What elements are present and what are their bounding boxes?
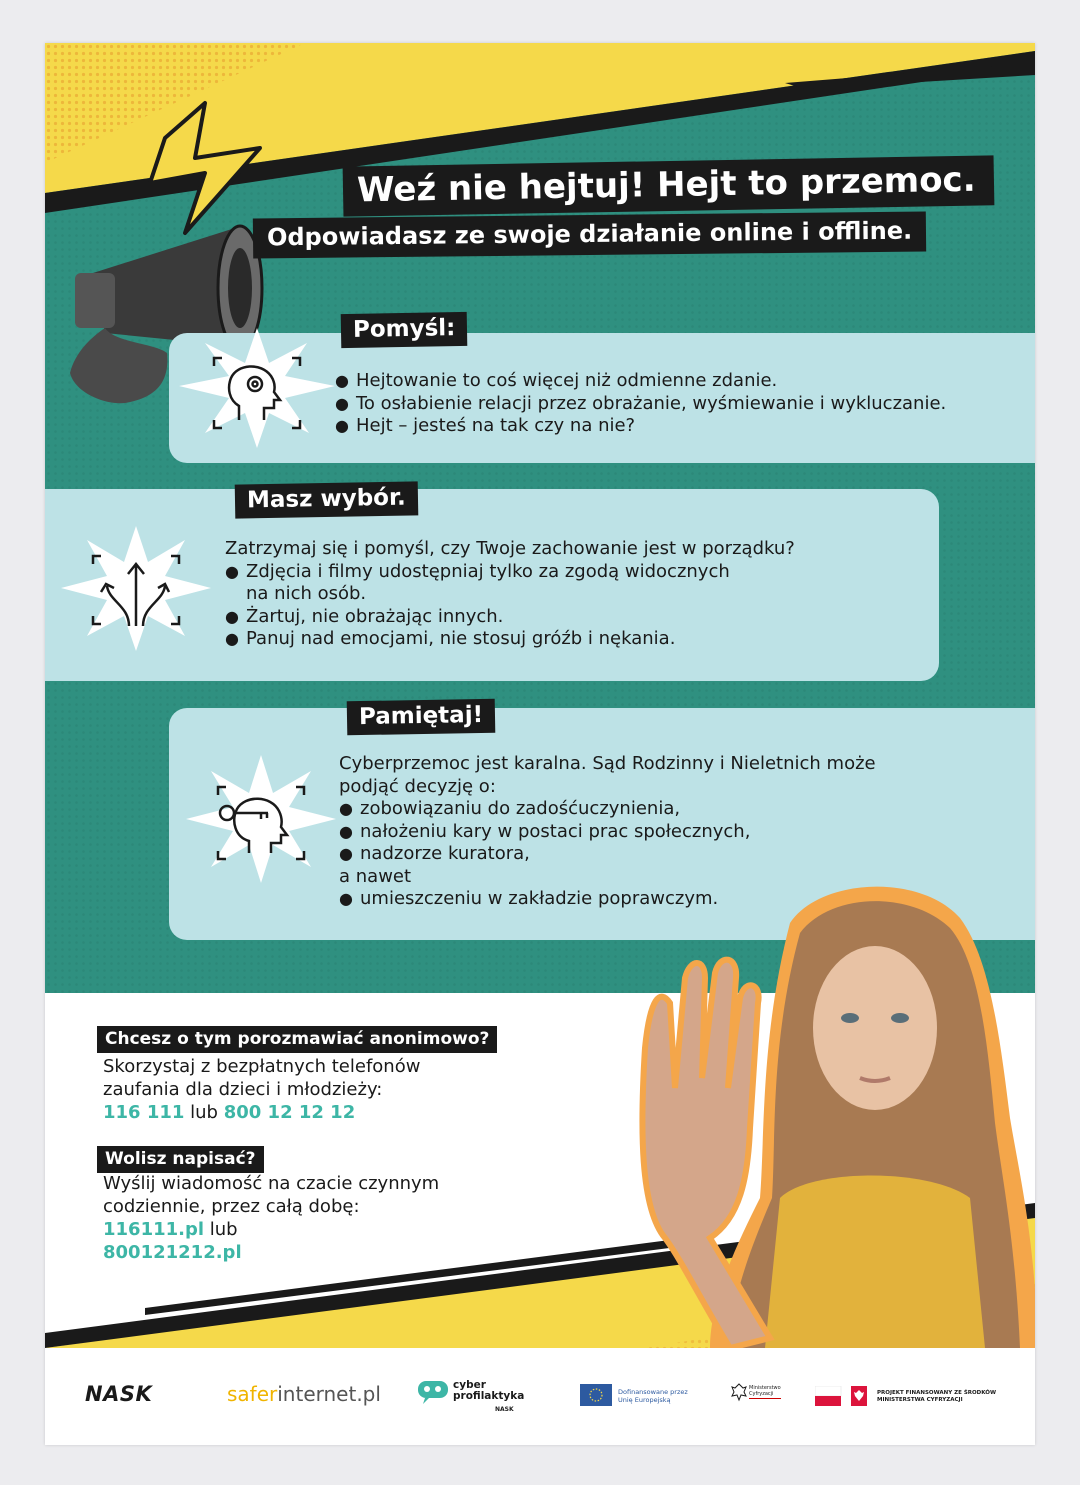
list-item: ● Hejtowanie to coś więcej niż odmienne zdanie. xyxy=(335,370,778,391)
list-item: ● Żartuj, nie obrażając innych. xyxy=(225,605,504,627)
section-label-think: Pomyśl: xyxy=(341,312,468,348)
list-item: ● Hejt – jesteś na tak czy na nie? xyxy=(335,415,636,436)
eu-logo: Dofinansowane przez Unię Europejską xyxy=(580,1384,612,1410)
eu-flag-icon xyxy=(580,1384,612,1406)
list-item-continuation: na nich osób. xyxy=(246,583,367,604)
help-chat-label: Wolisz napisać? xyxy=(97,1146,264,1173)
head-gear-icon xyxy=(177,328,337,448)
list-item: ● nadzorze kuratora, xyxy=(339,843,530,864)
chat-link-800121212[interactable]: 800121212.pl xyxy=(103,1242,242,1263)
list-item: ● Zdjęcia i filmy udostępniaj tylko za zgodą widocznych xyxy=(225,560,730,582)
poland-flag-icon xyxy=(815,1386,871,1406)
nask-logo: NASK xyxy=(85,1382,153,1406)
help-chat-text xyxy=(103,1172,439,1264)
bullets-choice xyxy=(225,538,795,651)
chat-link-116111[interactable]: 116111.pl xyxy=(103,1219,205,1240)
head-key-icon xyxy=(181,755,336,883)
phone-number-800121212[interactable]: 800 12 12 12 xyxy=(223,1102,356,1123)
interlude-text: a nawet xyxy=(339,865,412,887)
connector-text: lub xyxy=(184,1102,224,1123)
saferinternet-logo: saferinternet.pl xyxy=(227,1382,381,1406)
section-label-choice: Masz wybór. xyxy=(235,481,418,518)
split-arrows-icon xyxy=(61,526,211,651)
ministry-logo: Ministerstwo Cyfryzacji xyxy=(731,1382,747,1406)
help-phone-line: zaufania dla dzieci i młodzieży: xyxy=(103,1079,383,1100)
headline-title: Weź nie hejtuj! Hejt to przemoc. xyxy=(343,155,994,216)
poster xyxy=(45,43,1035,1445)
list-item: ● To osłabienie relacji przez obrażanie, wyśmiewanie i wykluczanie. xyxy=(335,392,947,414)
intro-text: Zatrzymaj się i pomyśl, czy Twoje zachowanie jest w porządku? xyxy=(225,538,795,559)
intro-text: podjąć decyzję o: xyxy=(339,775,496,797)
eagle-emblem-icon xyxy=(731,1382,747,1402)
intro-text: Cyberprzemoc jest karalna. Sąd Rodzinny i Nieletnich może xyxy=(339,753,876,774)
list-item: ● Panuj nad emocjami, nie stosuj gróźb i nękania. xyxy=(225,628,676,649)
list-item: ● zobowiązaniu do zadośćuczynienia, xyxy=(339,798,681,819)
help-chat-line: Wyślij wiadomość na czacie czynnym xyxy=(103,1173,440,1194)
headline-subtitle: Odpowiadasz ze swoje działanie online i offline. xyxy=(253,211,927,258)
help-phone-label: Chcesz o tym porozmawiać anonimowo? xyxy=(97,1026,497,1053)
phone-number-116111[interactable]: 116 111 xyxy=(103,1102,185,1123)
cyber-face-icon xyxy=(417,1378,449,1404)
help-chat-line: codziennie, przez całą dobę: xyxy=(103,1196,360,1217)
poland-funding-logo: PROJEKT FINANSOWANY ZE ŚRODKÓW MINISTERSTWA CYFRYZACJI xyxy=(815,1386,871,1410)
list-item: ● nałożeniu kary w postaci prac społecznych, xyxy=(339,820,751,842)
help-phone-text xyxy=(103,1055,420,1124)
footer-logos xyxy=(45,1348,1035,1445)
girl-stop-hand-image xyxy=(590,878,1035,1348)
help-phone-line: Skorzystaj z bezpłatnych telefonów xyxy=(103,1056,421,1077)
connector-text: lub xyxy=(204,1219,238,1240)
bullets-think xyxy=(335,370,946,438)
cyberprofilaktyka-logo: cyber profilaktyka NASK xyxy=(417,1378,527,1418)
section-label-remember: Pamiętaj! xyxy=(347,699,496,736)
list-item: ● umieszczeniu w zakładzie poprawczym. xyxy=(339,888,719,909)
